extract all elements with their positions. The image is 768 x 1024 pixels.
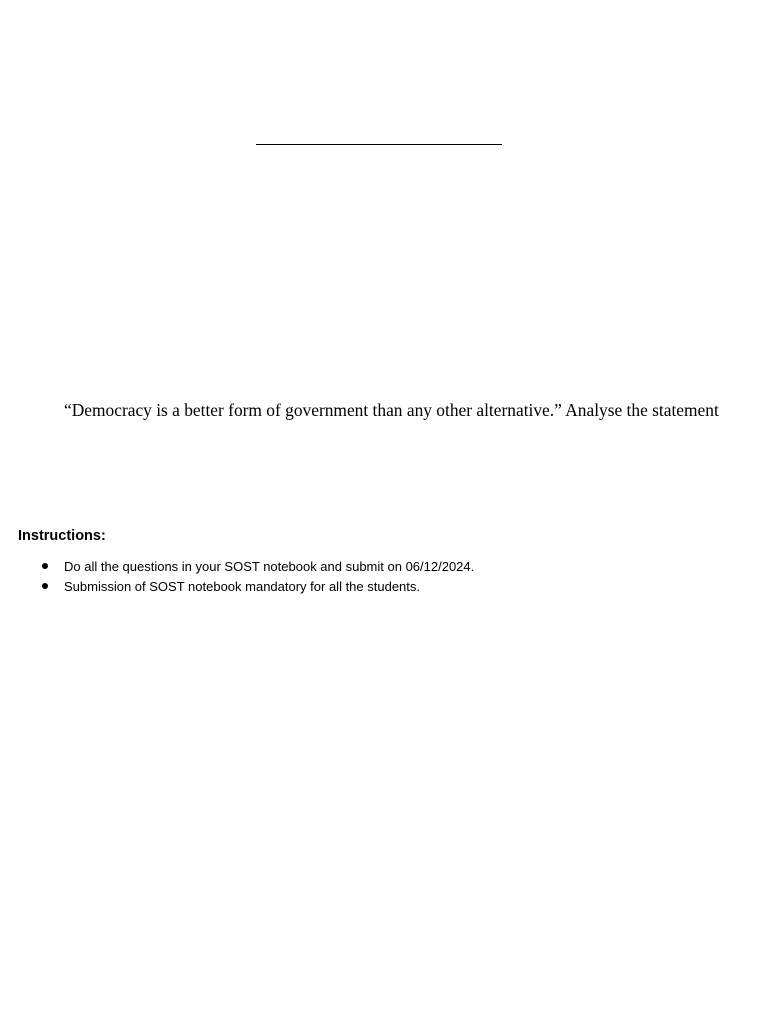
list-item [0,577,740,597]
bullet-icon [42,563,48,569]
bullet-icon [42,583,48,589]
list-item [0,557,740,577]
question-statement: “Democracy is a better form of government than any other alternative.” Analyse the statement [64,400,719,420]
instructions-list [0,557,740,597]
instructions-heading: Instructions: [18,528,106,544]
instruction-text: Submission of SOST notebook mandatory for all the students. [64,579,421,594]
name-line [256,144,502,145]
instruction-text: Do all the questions in your SOST notebook and submit on 06/12/2024. [64,559,475,574]
